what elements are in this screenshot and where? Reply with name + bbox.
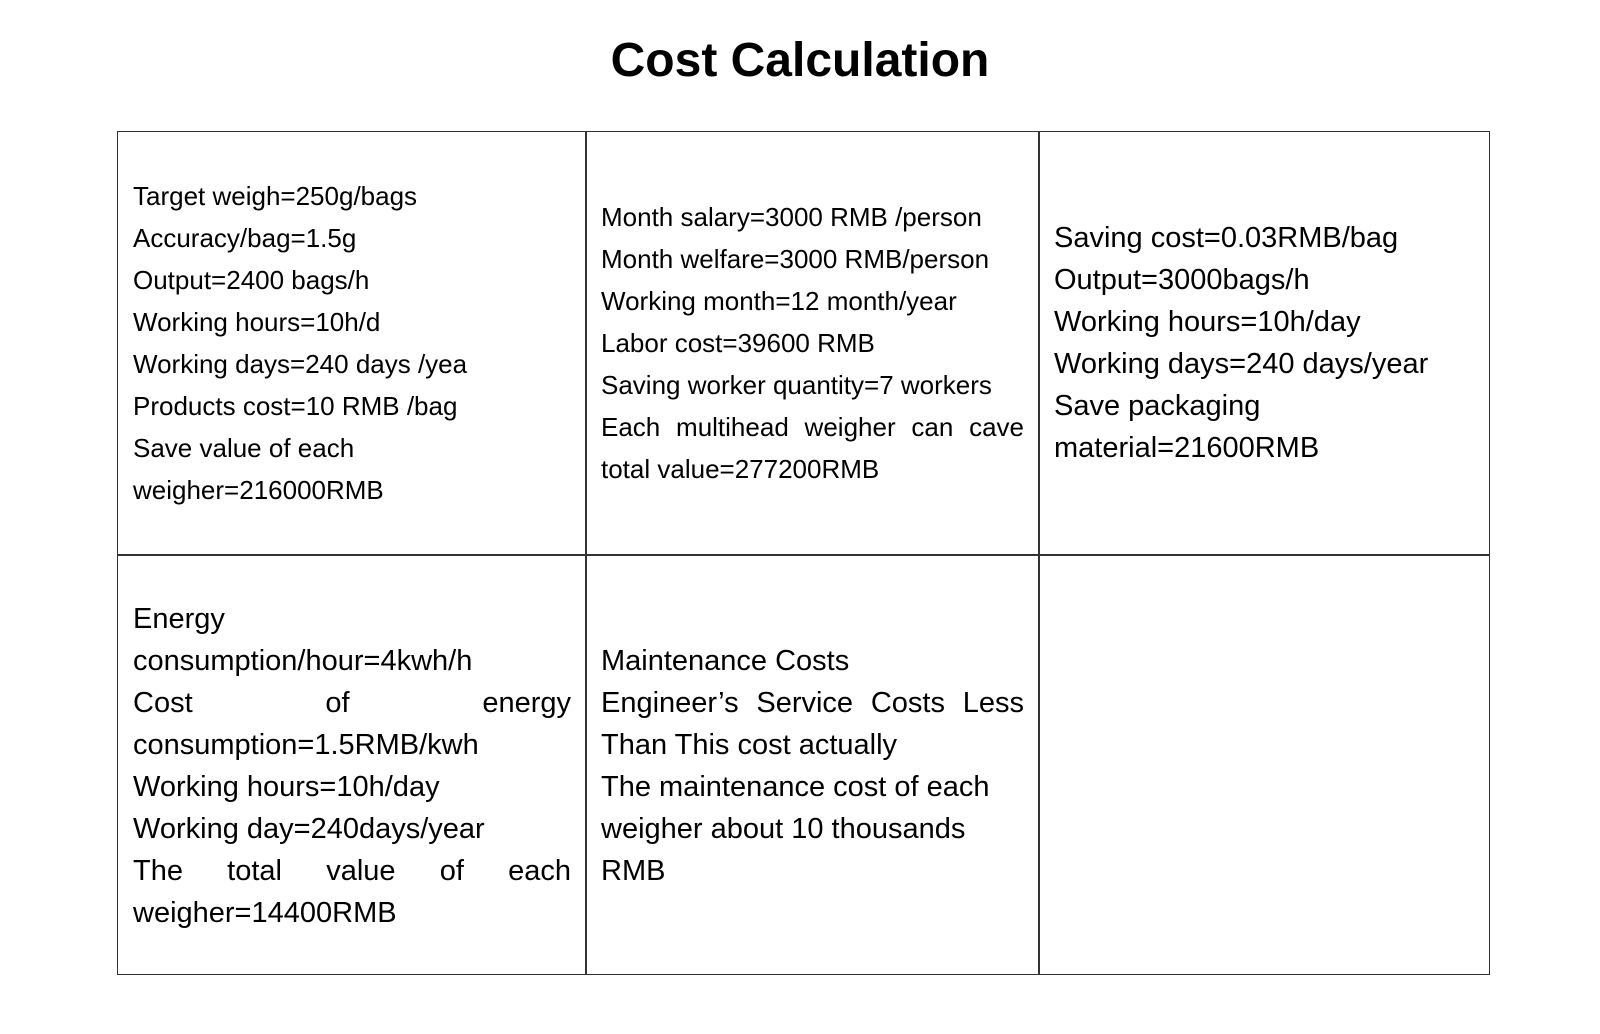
cell-line: Labor cost=39600 RMB (601, 328, 875, 358)
cell-line: material=21600RMB (1054, 432, 1320, 464)
cell-line: Working days=240 days/year (1054, 348, 1429, 380)
cell-line: Working hours=10h/d (133, 307, 381, 337)
cell-line: Engineer’s Service Costs Less (601, 686, 1024, 719)
table-cell-empty (1039, 555, 1491, 976)
cell-line: Working days=240 days /yea (133, 349, 468, 379)
cell-line: Cost of energy (133, 686, 571, 719)
cell-line: Than This cost actually (601, 728, 898, 761)
table-cell-labor-savings (586, 132, 1039, 554)
cost-table (117, 131, 1490, 975)
cell-line: The maintenance cost of each (601, 770, 990, 803)
page-title: Cost Calculation (610, 34, 990, 87)
cell-line: Output=2400 bags/h (133, 265, 370, 295)
cell-line: Month salary=3000 RMB /person (601, 202, 982, 232)
cell-line: Products cost=10 RMB /bag (133, 391, 458, 421)
cell-line: RMB (601, 854, 666, 887)
cell-line: consumption/hour=4kwh/h (133, 644, 473, 677)
cell-line: Working hours=10h/day (1054, 306, 1361, 338)
table-cell-product-savings (118, 132, 586, 554)
table-cell-energy-cost (118, 555, 586, 976)
cell-line: weigher=14400RMB (133, 896, 397, 929)
cell-line: Working month=12 month/year (601, 286, 957, 316)
cell-line: Saving cost=0.03RMB/bag (1054, 222, 1399, 254)
cell-line: Accuracy/bag=1.5g (133, 223, 357, 253)
cell-line: Month welfare=3000 RMB/person (601, 244, 990, 274)
cell-line: Target weigh=250g/bags (133, 181, 418, 211)
table-cell-maintenance-cost (586, 555, 1039, 976)
cell-line: Working day=240days/year (133, 812, 485, 845)
cell-line: consumption=1.5RMB/kwh (133, 728, 479, 761)
cell-line: Save value of each (133, 433, 355, 463)
cell-line: Energy (133, 602, 225, 635)
cell-line: weigher about 10 thousands (601, 812, 966, 845)
table-cell-packaging-savings (1039, 132, 1491, 554)
cell-line: Saving worker quantity=7 workers (601, 370, 992, 400)
cell-line: Maintenance Costs (601, 644, 850, 677)
cell-line: The total value of each (133, 854, 571, 887)
cell-line: Output=3000bags/h (1054, 264, 1310, 296)
cell-line: Working hours=10h/day (133, 770, 440, 803)
cell-line: total value=277200RMB (601, 454, 880, 484)
cell-line: weigher=216000RMB (133, 475, 384, 505)
cell-line: Save packaging (1054, 390, 1261, 422)
cell-line: Each multihead weigher can cave (601, 412, 1024, 442)
